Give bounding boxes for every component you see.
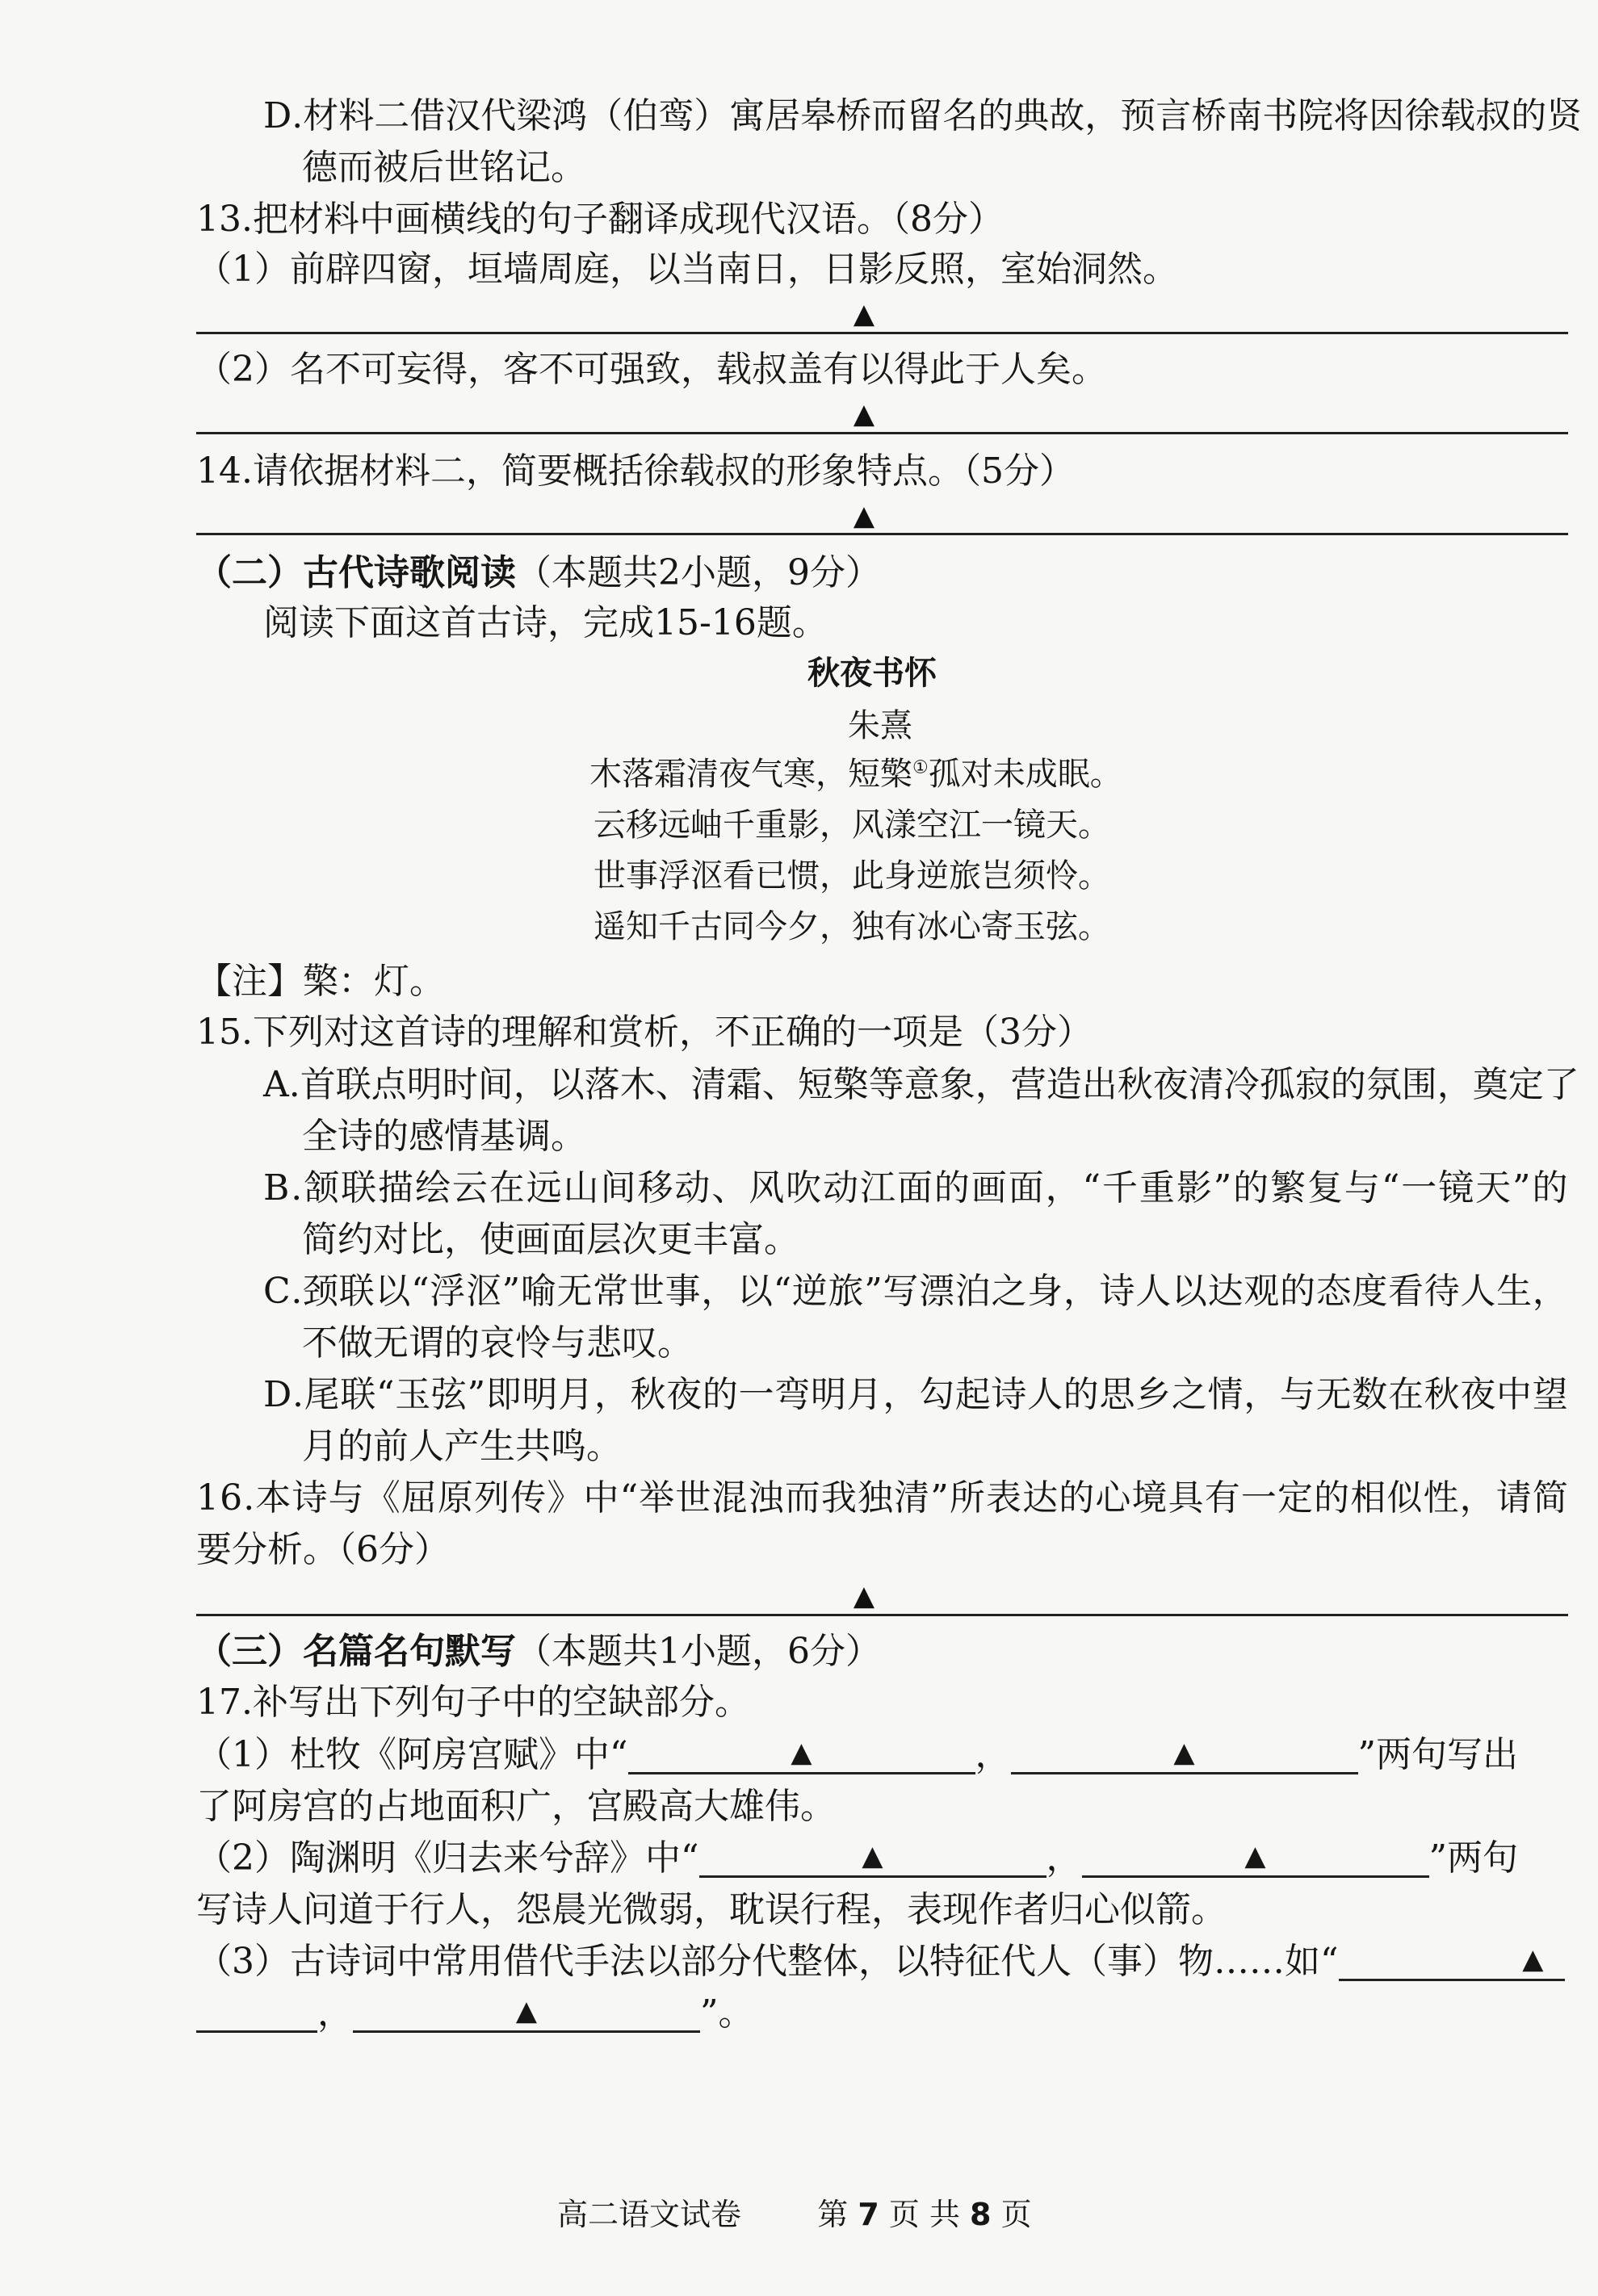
q12-option-d-line2: 德而被后世铭记。 [302,147,586,188]
q15-stem [196,1012,1093,1054]
q15-option-c-line1: C . 颈 联 以 “ 浮 沤 ” 喻 无 常 世 事 ， 以 “ 逆 旅 ” 写 漂 泊 之 身 ， 诗 人 以 达 观 的 态 度 看 待 人 生 ， [263,1271,1568,1312]
answer-mark-icon: ▲ [853,500,875,532]
answer-mark-icon: ▲ [1522,1943,1544,1975]
q17-item-3-lead: （3）古诗词中常用借代手法以部分代整体，以特征代人（事）物……如“ [196,1941,1339,1982]
poem-line-1 [589,755,1122,794]
q17-blank-1[interactable] [628,1735,975,1774]
q17-item-1 [196,1734,1518,1777]
q13-stem: 13.把材料中画横线的句子翻译成现代汉语。（8分） [196,199,1004,240]
footer-subject: 高二语文试卷 [557,2197,742,2232]
q17-item-3-cont [196,1992,754,2035]
q13-sentence-2: （2）名不可妄得，客不可强致，载叔盖有以得此于人矣。 [196,349,1107,390]
section-3-meta: （本题共1小题，6分） [516,1631,881,1672]
q17-blank-5a[interactable] [1339,1942,1565,1981]
q15-stem-a: 15.下列对这首诗的理解和赏析， [196,1012,715,1053]
q17-item-3 [196,1941,1565,1984]
q15-emphasis: 不正确 • • • [715,1012,821,1053]
section-2-meta: （本题共2小题，9分） [516,552,881,593]
answer-mark-icon: ▲ [853,298,875,330]
q15-option-d-line1: D . 尾 联 “ 玉 弦 ” 即 明 月 ， 秋 夜 的 一 弯 明 月 ， 勾 起 诗 人 的 思 乡 之 情 ， 与 无 数 在 秋 夜 中 望 [263,1374,1568,1415]
q12-option-d-line1: D . 材 料 二 借 汉 代 梁 鸿 （ 伯 鸾 ） 寓 居 皋 桥 而 留 名 的 典 故 ， 预 言 桥 南 书 院 将 因 徐 载 叔 的 贤 [263,95,1583,136]
q15-option-c-line2: 不做无谓的哀怜与悲叹。 [302,1322,693,1364]
comma: ， [317,1992,353,2034]
q17-item-2-cont: 写诗人问道于行人，怨晨光微弱，耽误行程，表现作者归心似箭。 [196,1889,1227,1930]
q15-stem-b: 的一项是（3分） [820,1012,1093,1053]
footer-page-total: 8 [970,2197,992,2232]
answer-line-q16[interactable] [196,1614,1568,1616]
footer-page-mid: 页 共 [888,2197,960,2232]
section-2-heading [196,552,881,595]
section-3-heading [196,1631,881,1674]
section-3-title: （三）名篇名句默写 [196,1631,516,1672]
footer-page-number: 7 [858,2197,879,2232]
q17-item-2 [196,1837,1518,1880]
q17-item-2-tail: ”两句 [1428,1837,1518,1879]
q17-item-2-lead: （2）陶渊明《归去来兮辞》中“ [196,1837,699,1879]
q17-item-1-tail: ”两句写出 [1357,1734,1518,1775]
q14-stem: 14.请依据材料二，简要概括徐载叔的形象特点。（5分） [196,450,1075,492]
q17-blank-4[interactable] [1082,1838,1429,1878]
q15-option-a-line2: 全诗的感情基调。 [302,1116,586,1157]
answer-mark-icon: ▲ [862,1840,883,1872]
q17-item-1-cont: 了阿房宫的占地面积广，宫殿高大雄伟。 [196,1786,836,1827]
q16-stem-line2: 要分析。（6分） [196,1529,450,1570]
q15-option-d-line2: 月的前人产生共鸣。 [302,1426,622,1467]
answer-line-q13-2[interactable] [196,432,1568,434]
poem-line-4: 遥知千古同今夕，独有冰心寄玉弦。 [593,908,1110,945]
footer-page-suffix: 页 [1000,2197,1032,2232]
section-2-intro: 阅读下面这首古诗，完成15-16题。 [263,602,828,643]
q17-blank-5b[interactable] [196,1993,317,2033]
answer-mark-icon: ▲ [515,1995,538,2027]
q17-item-3-end: ”。 [700,1992,754,2034]
q15-option-a-line1: A . 首 联 点 明 时 间 ， 以 落 木 、 清 霜 、 短 檠 等 意 象 ， 营 造 出 秋 夜 清 冷 孤 寂 的 氛 围 ， 奠 定 了 [263,1064,1579,1105]
answer-mark-icon: ▲ [853,398,875,430]
poem-line-1a: 木落霜清夜气寒，短檠 [589,756,912,793]
q15-option-b-line1: B . 颔 联 描 绘 云 在 远 山 间 移 动 、 风 吹 动 江 面 的 画 面 ， “ 千 重 影 ” 的 繁 复 与 “ 一 镜 天 ” 的 [263,1167,1568,1209]
comma: ， [975,1734,1011,1775]
answer-line-q13-1[interactable] [196,332,1568,334]
section-2-title: （二）古代诗歌阅读 [196,552,516,593]
poem-line-2: 云移远岫千重影，风漾空江一镜天。 [593,807,1110,844]
footnote-marker: ① [912,757,929,778]
footer-page-prefix: 第 [817,2197,849,2232]
q15-option-b-line2: 简约对比，使画面层次更丰富。 [302,1219,799,1260]
answer-line-q14[interactable] [196,533,1568,535]
q17-item-1-lead: （1）杜牧《阿房宫赋》中“ [196,1734,628,1775]
q17-blank-6[interactable] [353,1993,700,2033]
q17-blank-2[interactable] [1011,1735,1358,1774]
q16-stem-line1: 1 6 . 本 诗 与 《 屈 原 列 传 》 中 “ 举 世 混 浊 而 我 独 清 ” 所 表 达 的 心 境 具 有 一 定 的 相 似 性 ， 请 简 [196,1477,1568,1519]
q13-sentence-1: （1）前辟四窗，垣墙周庭，以当南日，日影反照，室始洞然。 [196,249,1178,290]
q17-stem: 17.补写出下列句子中的空缺部分。 [196,1682,750,1723]
poem-author: 朱熹 [848,707,912,744]
poem-line-1b: 孤对未成眠。 [928,756,1122,793]
answer-mark-icon: ▲ [791,1737,812,1769]
page-footer [557,2189,1032,2234]
poem-line-3: 世事浮沤看已惯，此身逆旅岂须怜。 [593,857,1110,895]
answer-mark-icon: ▲ [853,1580,875,1612]
poem-note: 【注】檠：灯。 [196,961,445,1002]
comma: ， [1046,1837,1082,1879]
answer-mark-icon: ▲ [1244,1840,1266,1872]
poem-title: 秋夜书怀 [807,655,937,692]
answer-mark-icon: ▲ [1173,1737,1195,1769]
q17-blank-3[interactable] [699,1838,1046,1878]
